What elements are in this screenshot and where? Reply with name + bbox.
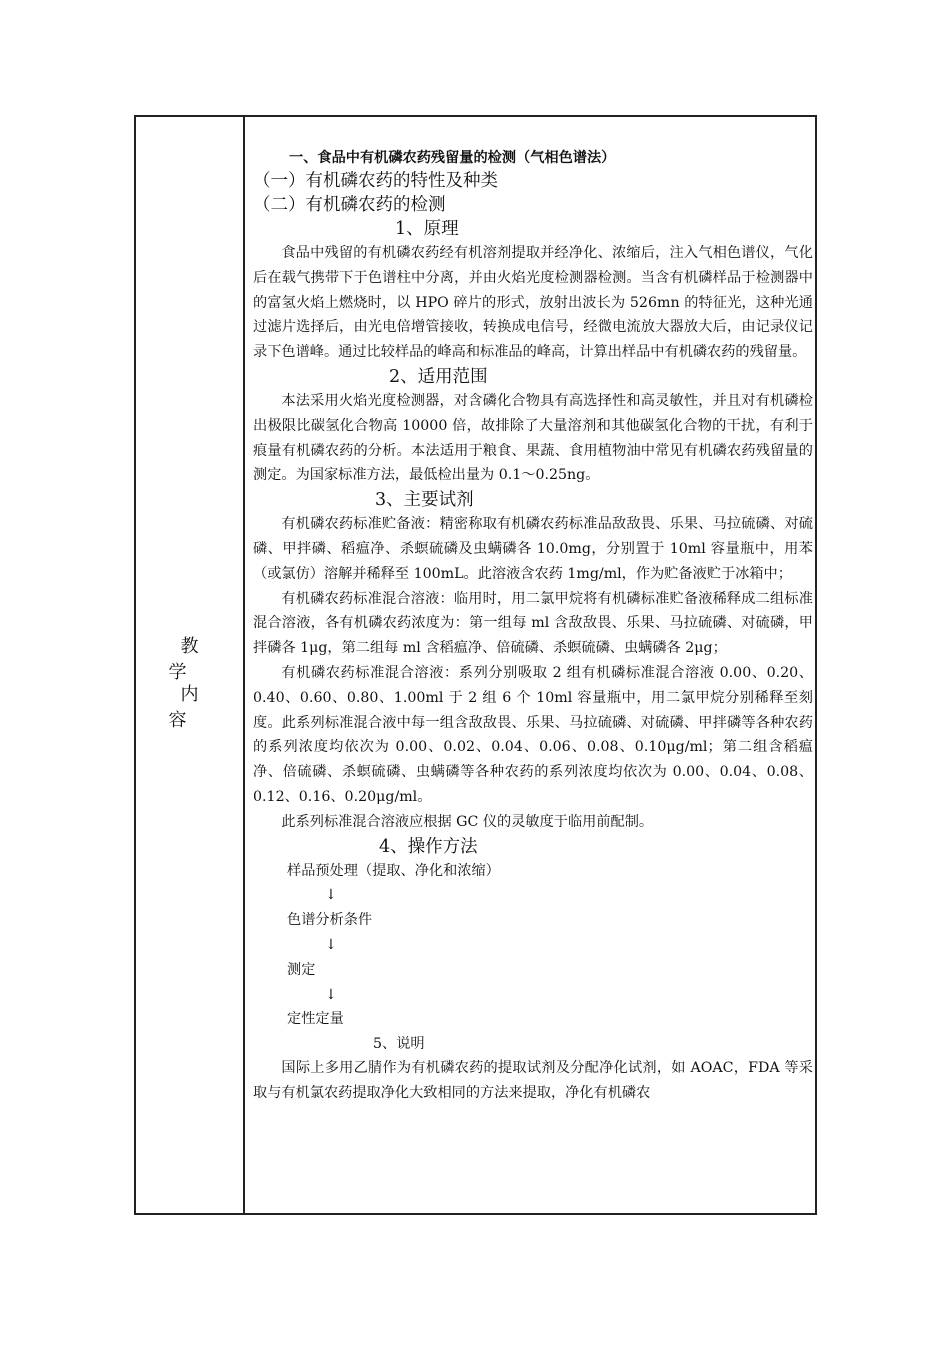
- flow-step-2: 色谱分析条件: [287, 912, 373, 929]
- section-reagents-heading: 3、主要试剂: [375, 490, 474, 511]
- main-title: 一、食品中有机磷农药残留量的检测（气相色谱法）: [289, 150, 616, 166]
- section-procedure-heading: 4、操作方法: [379, 836, 478, 857]
- section-scope-heading: 2、适用范围: [389, 366, 488, 387]
- flow-step-3: 测定: [287, 961, 316, 978]
- section-scope-text: 本法采用火焰光度检测器，对含磷化合物具有高选择性和高灵敏性，并且对有机磷检出极限比碳氢化合物高 10000 倍，故排除了大量溶剂和其他碳氢化合物的干扰，有利于痕量有机磷农药的分析。本法适用于粮食、果蔬、食用植物油中常见有机磷农药残留量的测定。为国家标准方法，最低检出量为 0.1～0.25ng。: [253, 392, 813, 484]
- reagent-mixed-solution: 有机磷农药标准混合溶液：临用时，用二氯甲烷将有机磷标准贮备液稀释成二组标准混合溶液，各有机磷农药浓度为：第一组每 ml 含敌敌畏、乐果、马拉硫磷、对硫磷，甲拌磷各 1μg，第二组每 ml 含稻瘟净、倍硫磷、杀螟硫磷、虫螨磷各 2μg；: [253, 590, 813, 657]
- section-notes-heading: 5、说明: [373, 1036, 425, 1053]
- flow-arrow-2: ↓: [325, 936, 337, 953]
- reagent-stock-solution: 有机磷农药标准贮备液：精密称取有机磷农药标准品敌敌畏、乐果、马拉硫磷、对硫磷、甲拌磷、稻瘟净、杀螟硫磷及虫螨磷各 10.0mg，分别置于 10ml 容量瓶中，用苯（或氯仿）溶解并稀释至 100mL。此溶液含农药 1mg/ml，作为贮备液贮于冰箱中；: [253, 516, 813, 582]
- section-principle-text: 食品中残留的有机磷农药经有机溶剂提取并经净化、浓缩后，注入气相色谱仪，气化后在载气携带下于色谱柱中分离，并由火焰光度检测器检测。当含有机磷样品于检测器中的富氢火焰上燃烧时，以 HPO 碎片的形式，放射出波长为 526mn 的特征光，这种光通过滤片选择后，由光电倍增管接收，转换成电信号，经微电流放大器放大后，由记录仪记录下色谱峰。通过比较样品的峰高和标准品的峰高，计算出样品中有机磷农药的残留量。: [253, 245, 813, 361]
- flow-arrow-3: ↓: [325, 986, 337, 1003]
- reagent-note: 此系列标准混合溶液应根据 GC 仪的灵敏度于临用前配制。: [281, 813, 654, 830]
- lesson-table: [134, 115, 817, 1215]
- section-principle-heading: 1、原理: [395, 219, 459, 239]
- label-content: 内容: [168, 684, 223, 731]
- label-teaching: 教学: [168, 636, 223, 683]
- subheading-1: （一）有机磷农药的特性及种类: [253, 171, 498, 191]
- content-column: [253, 147, 813, 1106]
- flow-step-4: 定性定量: [287, 1011, 344, 1028]
- section-notes-text: 国际上多用乙腈作为有机磷农药的提取试剂及分配净化试剂，如 AOAC，FDA 等采取与有机氯农药提取净化大致相同的方法来提取，净化有机磷农: [253, 1060, 813, 1101]
- column-divider: [243, 117, 245, 1213]
- flow-step-1: 样品预处理（提取、净化和浓缩）: [287, 862, 500, 879]
- subheading-2: （二）有机磷农药的检测: [253, 195, 446, 215]
- label-column: [136, 117, 243, 1213]
- reagent-series-solution: 有机磷农药标准混合溶液：系列分别吸取 2 组有机磷标准混合溶液 0.00、0.20、0.40、0.60、0.80、1.00ml 于 2 组 6 个 10ml 容量瓶中，用二氯甲烷分别稀释至刻度。此系列标准混合液中每一组含敌敌畏、乐果、马拉硫磷、对硫磷、甲拌磷等各种农药的系列浓度均依次为 0.00、0.02、0.04、0.06、0.08、0.10μg/ml；第二组含稻瘟净、倍硫磷、杀螟硫磷、虫螨磷等各种农药的系列浓度均依次为 0.00、0.04、0.08、0.12、0.16、0.20μg/ml。: [253, 664, 813, 805]
- flow-arrow-1: ↓: [325, 887, 337, 904]
